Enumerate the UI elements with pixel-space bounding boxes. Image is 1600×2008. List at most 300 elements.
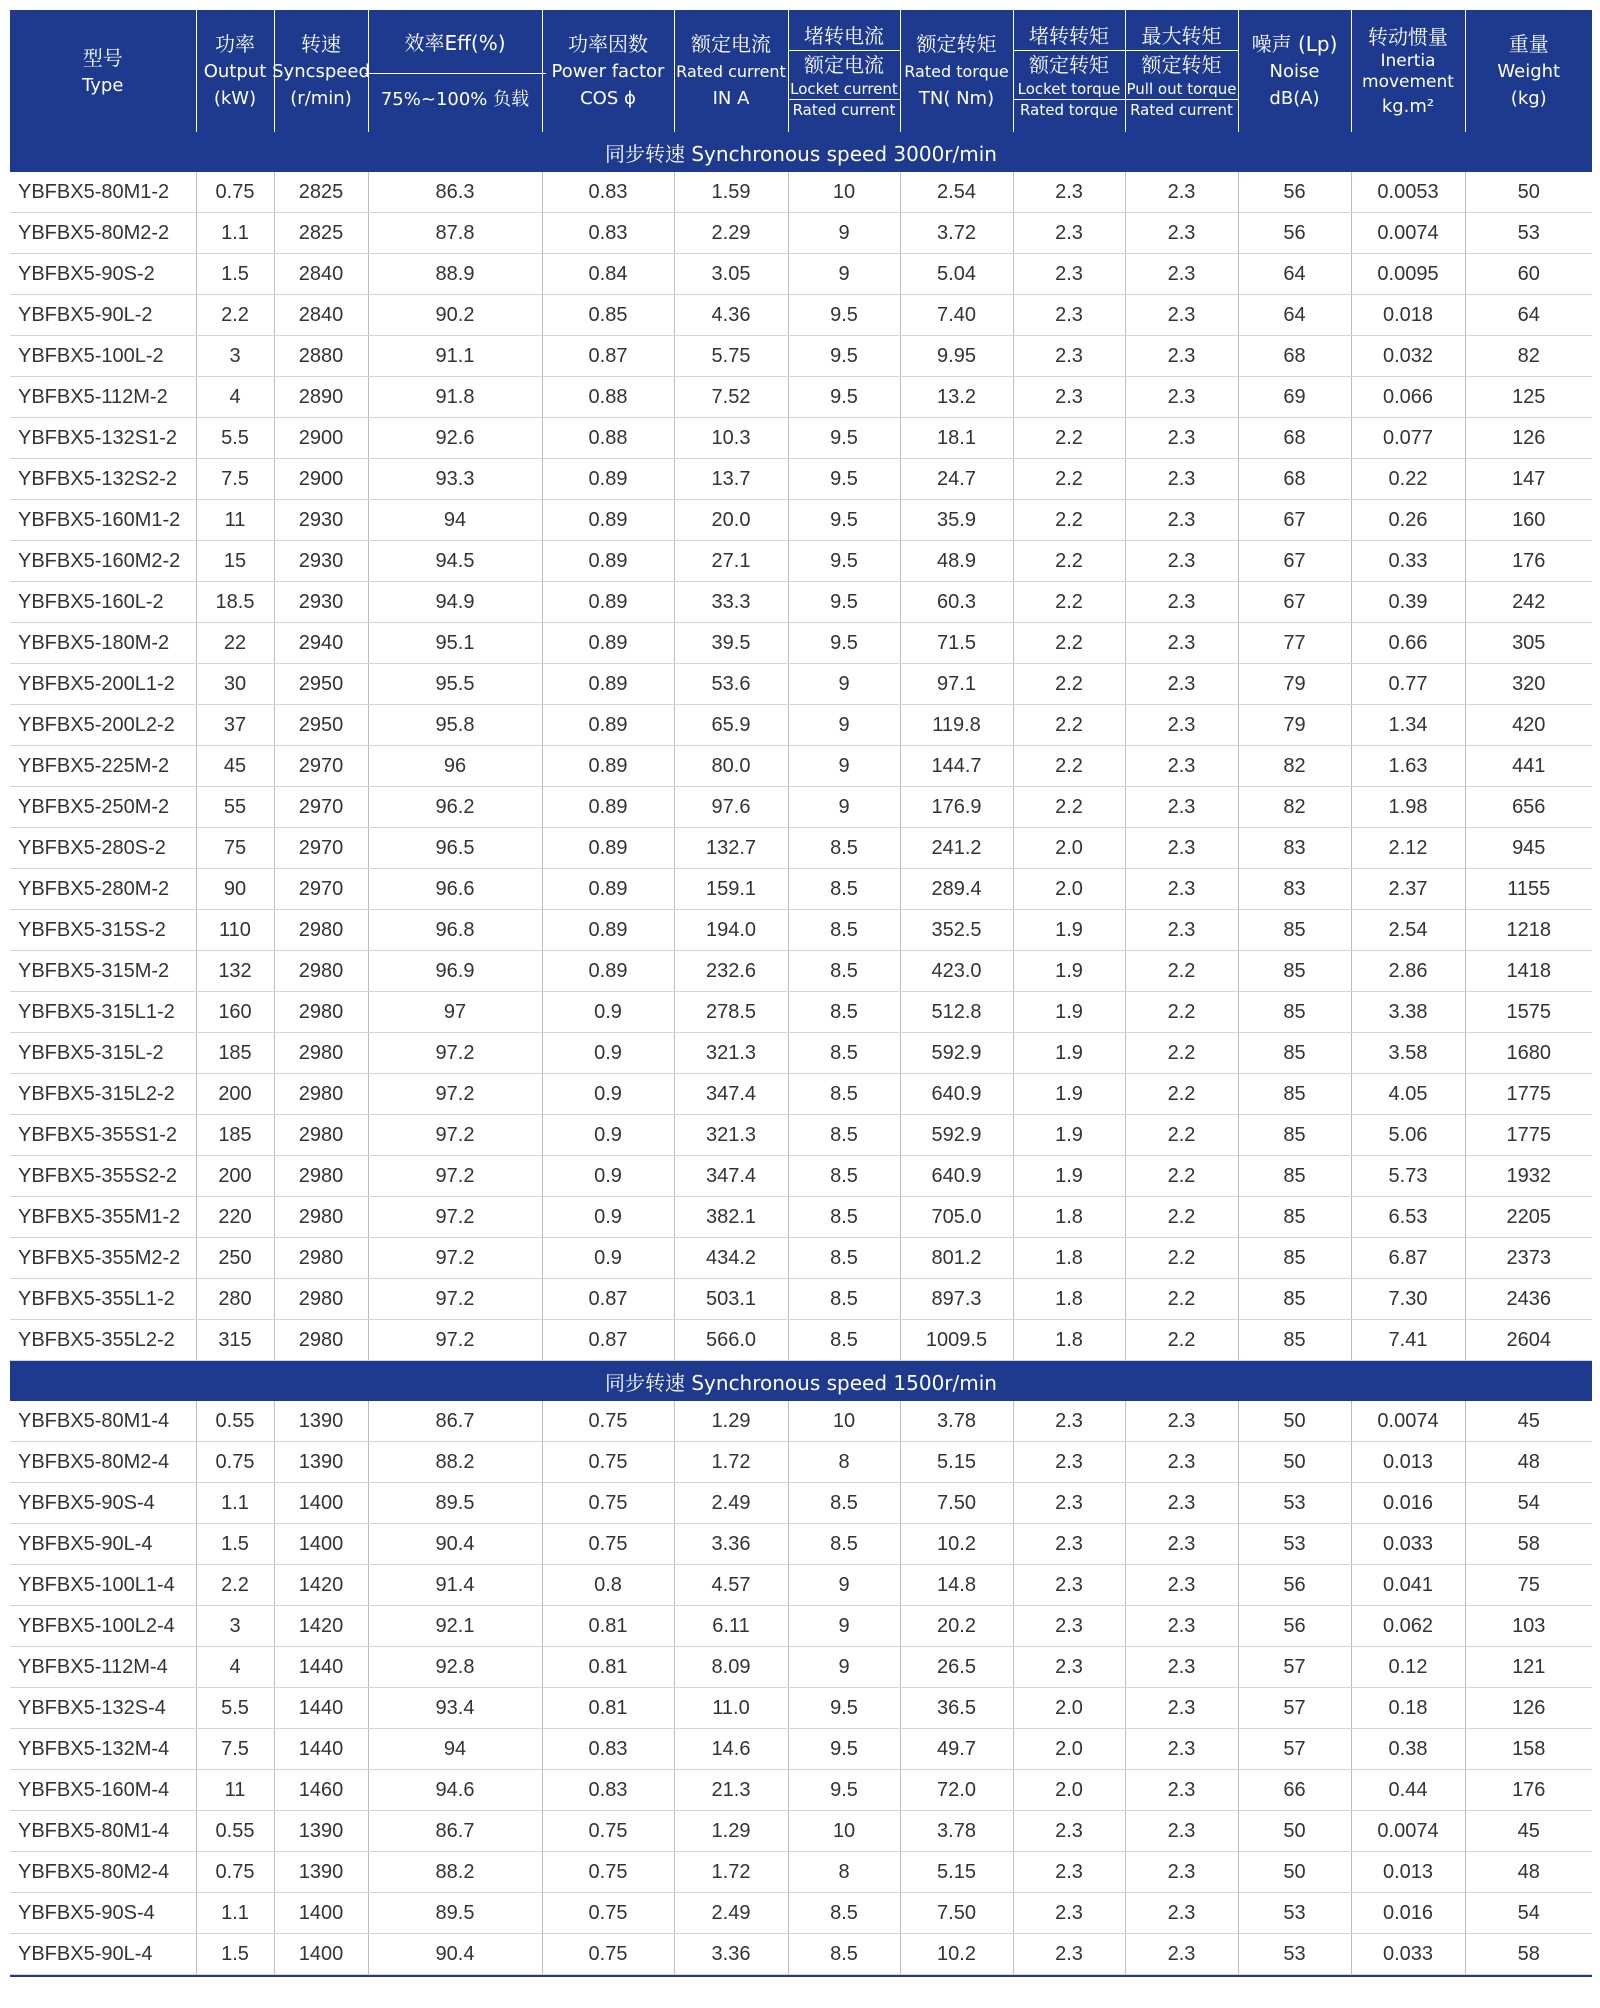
value-cell: 2.3: [1125, 418, 1238, 459]
table-row: [10, 541, 1592, 582]
value-cell: 1.59: [674, 172, 788, 213]
value-cell: 27.1: [674, 541, 788, 582]
value-cell: 4: [196, 377, 274, 418]
header-mt-zh2: 额定转矩: [1126, 50, 1238, 79]
value-cell: 85: [1238, 992, 1351, 1033]
value-cell: 53: [1465, 213, 1592, 254]
value-cell: 82: [1238, 746, 1351, 787]
value-cell: 10.2: [900, 1524, 1013, 1565]
header-torque-zh: 额定转矩: [916, 32, 997, 56]
value-cell: 0.75: [196, 1442, 274, 1483]
value-cell: 2.3: [1013, 1811, 1125, 1852]
value-cell: 50: [1465, 172, 1592, 213]
model-cell: YBFBX5-100L2-4: [10, 1606, 196, 1647]
value-cell: 2.2: [1013, 746, 1125, 787]
value-cell: 2.3: [1125, 1934, 1238, 1975]
value-cell: 241.2: [900, 828, 1013, 869]
value-cell: 0.81: [542, 1647, 674, 1688]
value-cell: 194.0: [674, 910, 788, 951]
value-cell: 2980: [274, 992, 368, 1033]
value-cell: 7.5: [196, 1729, 274, 1770]
value-cell: 3.72: [900, 213, 1013, 254]
value-cell: 79: [1238, 664, 1351, 705]
value-cell: 96: [368, 746, 542, 787]
value-cell: 83: [1238, 869, 1351, 910]
value-cell: 0.44: [1351, 1770, 1465, 1811]
value-cell: 49.7: [900, 1729, 1013, 1770]
model-cell: YBFBX5-100L-2: [10, 336, 196, 377]
value-cell: 1775: [1465, 1074, 1592, 1115]
value-cell: 0.033: [1351, 1934, 1465, 1975]
value-cell: 9.5: [788, 582, 900, 623]
model-cell: YBFBX5-160M2-2: [10, 541, 196, 582]
value-cell: 2840: [274, 295, 368, 336]
header-lc-zh1: 堵转电流: [804, 24, 884, 48]
header-eff-sub: 75%~100% 负载: [380, 89, 530, 110]
header-speed-unit: (r/min): [290, 88, 352, 109]
value-cell: 126: [1465, 1688, 1592, 1729]
value-cell: 0.75: [542, 1483, 674, 1524]
value-cell: 0.89: [542, 828, 674, 869]
value-cell: 320: [1465, 664, 1592, 705]
value-cell: 9: [788, 705, 900, 746]
value-cell: 0.75: [542, 1934, 674, 1975]
model-cell: YBFBX5-90S-4: [10, 1483, 196, 1524]
value-cell: 7.40: [900, 295, 1013, 336]
value-cell: 2980: [274, 910, 368, 951]
value-cell: 97.2: [368, 1074, 542, 1115]
value-cell: 2.3: [1125, 1606, 1238, 1647]
value-cell: 9.5: [788, 295, 900, 336]
value-cell: 2980: [274, 1115, 368, 1156]
motor-spec-table: [10, 10, 1592, 1975]
value-cell: 2.3: [1125, 500, 1238, 541]
table-row: [10, 1811, 1592, 1852]
table-row: [10, 1729, 1592, 1770]
value-cell: 50: [1238, 1852, 1351, 1893]
value-cell: 2.3: [1013, 1524, 1125, 1565]
table-row: [10, 172, 1592, 213]
header-lc-en1: Locket current: [790, 80, 898, 98]
value-cell: 1400: [274, 1893, 368, 1934]
value-cell: 85: [1238, 1033, 1351, 1074]
table-row: [10, 213, 1592, 254]
value-cell: 50: [1238, 1401, 1351, 1442]
value-cell: 0.22: [1351, 459, 1465, 500]
value-cell: 1.9: [1013, 1115, 1125, 1156]
table-body: [10, 132, 1592, 1975]
value-cell: 67: [1238, 500, 1351, 541]
value-cell: 90.2: [368, 295, 542, 336]
table-row: [10, 910, 1592, 951]
value-cell: 58: [1465, 1934, 1592, 1975]
value-cell: 92.6: [368, 418, 542, 459]
model-cell: YBFBX5-90L-4: [10, 1934, 196, 1975]
header-noise: [1238, 10, 1351, 132]
value-cell: 9.5: [788, 418, 900, 459]
value-cell: 11.0: [674, 1688, 788, 1729]
header-power-factor: [542, 10, 674, 132]
value-cell: 8.5: [788, 1934, 900, 1975]
value-cell: 8: [788, 1852, 900, 1893]
value-cell: 147: [1465, 459, 1592, 500]
value-cell: 9: [788, 254, 900, 295]
value-cell: 13.7: [674, 459, 788, 500]
value-cell: 95.8: [368, 705, 542, 746]
value-cell: 347.4: [674, 1156, 788, 1197]
value-cell: 1.29: [674, 1401, 788, 1442]
header-type-en: Type: [82, 74, 124, 96]
value-cell: 64: [1465, 295, 1592, 336]
value-cell: 1.98: [1351, 787, 1465, 828]
header-rated-current: [674, 10, 788, 132]
value-cell: 2970: [274, 869, 368, 910]
value-cell: 18.1: [900, 418, 1013, 459]
value-cell: 0.75: [542, 1442, 674, 1483]
value-cell: 7.52: [674, 377, 788, 418]
value-cell: 26.5: [900, 1647, 1013, 1688]
value-cell: 2.3: [1013, 377, 1125, 418]
model-cell: YBFBX5-355M2-2: [10, 1238, 196, 1279]
value-cell: 0.062: [1351, 1606, 1465, 1647]
value-cell: 1.34: [1351, 705, 1465, 746]
value-cell: 48: [1465, 1852, 1592, 1893]
model-cell: YBFBX5-225M-2: [10, 746, 196, 787]
value-cell: 2825: [274, 172, 368, 213]
header-inertia-en1: Inertia: [1380, 50, 1436, 71]
value-cell: 0.89: [542, 664, 674, 705]
value-cell: 2970: [274, 787, 368, 828]
table-header: [10, 10, 1592, 132]
value-cell: 2.3: [1013, 1401, 1125, 1442]
header-eff-zh: 效率Eff(%): [365, 29, 546, 74]
value-cell: 2.3: [1125, 336, 1238, 377]
header-lt-en1: Locket torque: [1014, 79, 1125, 100]
header-noise-unit: dB(A): [1269, 88, 1320, 109]
value-cell: 0.0074: [1351, 1811, 1465, 1852]
value-cell: 2900: [274, 418, 368, 459]
value-cell: 2.86: [1351, 951, 1465, 992]
value-cell: 0.0074: [1351, 213, 1465, 254]
value-cell: 2.3: [1125, 787, 1238, 828]
header-weight: [1465, 10, 1592, 132]
value-cell: 278.5: [674, 992, 788, 1033]
value-cell: 2.2: [1125, 951, 1238, 992]
value-cell: 1390: [274, 1401, 368, 1442]
header-output-zh: 功率: [215, 32, 255, 56]
value-cell: 5.5: [196, 1688, 274, 1729]
value-cell: 2.3: [1125, 1770, 1238, 1811]
value-cell: 45: [196, 746, 274, 787]
value-cell: 185: [196, 1033, 274, 1074]
value-cell: 0.75: [196, 1852, 274, 1893]
value-cell: 96.5: [368, 828, 542, 869]
header-lc-zh2: 额定电流: [789, 50, 900, 79]
section-title: 同步转速 Synchronous speed 1500r/min: [10, 1361, 1592, 1402]
value-cell: 0.89: [542, 746, 674, 787]
value-cell: 7.5: [196, 459, 274, 500]
value-cell: 75: [1465, 1565, 1592, 1606]
value-cell: 2.2: [1013, 541, 1125, 582]
value-cell: 2930: [274, 500, 368, 541]
header-inertia: [1351, 10, 1465, 132]
value-cell: 56: [1238, 1565, 1351, 1606]
value-cell: 30: [196, 664, 274, 705]
model-cell: YBFBX5-100L1-4: [10, 1565, 196, 1606]
value-cell: 53: [1238, 1483, 1351, 1524]
model-cell: YBFBX5-280M-2: [10, 869, 196, 910]
value-cell: 1.9: [1013, 1033, 1125, 1074]
value-cell: 1.29: [674, 1811, 788, 1852]
value-cell: 592.9: [900, 1115, 1013, 1156]
value-cell: 2.3: [1013, 1483, 1125, 1524]
value-cell: 2930: [274, 541, 368, 582]
value-cell: 0.12: [1351, 1647, 1465, 1688]
header-lc-en2: Rated current: [792, 101, 896, 119]
value-cell: 97.2: [368, 1197, 542, 1238]
value-cell: 9.5: [788, 1770, 900, 1811]
value-cell: 24.7: [900, 459, 1013, 500]
value-cell: 2.2: [1125, 1033, 1238, 1074]
value-cell: 0.75: [542, 1852, 674, 1893]
value-cell: 7.30: [1351, 1279, 1465, 1320]
value-cell: 89.5: [368, 1483, 542, 1524]
value-cell: 67: [1238, 582, 1351, 623]
value-cell: 0.9: [542, 1197, 674, 1238]
value-cell: 7.41: [1351, 1320, 1465, 1361]
model-cell: YBFBX5-90L-2: [10, 295, 196, 336]
value-cell: 95.1: [368, 623, 542, 664]
value-cell: 10: [788, 1811, 900, 1852]
value-cell: 2.3: [1013, 213, 1125, 254]
value-cell: 1.8: [1013, 1197, 1125, 1238]
header-locked-current: [788, 10, 900, 132]
value-cell: 1420: [274, 1606, 368, 1647]
table-row: [10, 1279, 1592, 1320]
value-cell: 2.3: [1125, 1401, 1238, 1442]
value-cell: 35.9: [900, 500, 1013, 541]
value-cell: 10.2: [900, 1934, 1013, 1975]
value-cell: 1.8: [1013, 1320, 1125, 1361]
model-cell: YBFBX5-90S-2: [10, 254, 196, 295]
value-cell: 2.2: [1125, 1320, 1238, 1361]
header-current-sub: IN A: [712, 88, 750, 109]
value-cell: 2.0: [1013, 869, 1125, 910]
value-cell: 159.1: [674, 869, 788, 910]
value-cell: 4.05: [1351, 1074, 1465, 1115]
value-cell: 93.4: [368, 1688, 542, 1729]
value-cell: 420: [1465, 705, 1592, 746]
value-cell: 97.6: [674, 787, 788, 828]
value-cell: 512.8: [900, 992, 1013, 1033]
value-cell: 0.87: [542, 1279, 674, 1320]
value-cell: 2.2: [1013, 787, 1125, 828]
table-row: [10, 746, 1592, 787]
table-row: [10, 623, 1592, 664]
model-cell: YBFBX5-80M2-2: [10, 213, 196, 254]
value-cell: 9.5: [788, 623, 900, 664]
value-cell: 72.0: [900, 1770, 1013, 1811]
value-cell: 77: [1238, 623, 1351, 664]
value-cell: 2.3: [1125, 746, 1238, 787]
value-cell: 0.75: [542, 1893, 674, 1934]
value-cell: 8.5: [788, 1156, 900, 1197]
model-cell: YBFBX5-355M1-2: [10, 1197, 196, 1238]
value-cell: 65.9: [674, 705, 788, 746]
value-cell: 5.04: [900, 254, 1013, 295]
value-cell: 2.3: [1125, 1524, 1238, 1565]
value-cell: 2.3: [1125, 582, 1238, 623]
header-efficiency: [368, 10, 542, 132]
value-cell: 0.9: [542, 1033, 674, 1074]
model-cell: YBFBX5-112M-2: [10, 377, 196, 418]
value-cell: 2.2: [1125, 1115, 1238, 1156]
header-noise-zh: 噪声 (Lp): [1251, 32, 1338, 56]
table-row: [10, 1033, 1592, 1074]
value-cell: 125: [1465, 377, 1592, 418]
value-cell: 2.3: [1013, 1647, 1125, 1688]
model-cell: YBFBX5-80M2-4: [10, 1852, 196, 1893]
value-cell: 1440: [274, 1729, 368, 1770]
value-cell: 1218: [1465, 910, 1592, 951]
header-speed-zh: 转速: [301, 32, 341, 56]
model-cell: YBFBX5-160M-4: [10, 1770, 196, 1811]
header-max-torque: [1125, 10, 1238, 132]
value-cell: 94: [368, 500, 542, 541]
value-cell: 0.018: [1351, 295, 1465, 336]
value-cell: 55: [196, 787, 274, 828]
value-cell: 2.3: [1013, 1606, 1125, 1647]
value-cell: 2930: [274, 582, 368, 623]
model-cell: YBFBX5-180M-2: [10, 623, 196, 664]
value-cell: 2.3: [1125, 869, 1238, 910]
header-speed-en: Syncspeed: [272, 61, 370, 82]
model-cell: YBFBX5-80M1-4: [10, 1401, 196, 1442]
value-cell: 57: [1238, 1688, 1351, 1729]
table-row: [10, 1893, 1592, 1934]
value-cell: 2890: [274, 377, 368, 418]
value-cell: 8.5: [788, 1483, 900, 1524]
value-cell: 9.5: [788, 500, 900, 541]
header-inertia-zh: 转动惯量: [1368, 24, 1448, 49]
value-cell: 897.3: [900, 1279, 1013, 1320]
value-cell: 57: [1238, 1729, 1351, 1770]
value-cell: 2.3: [1013, 336, 1125, 377]
header-mt-zh1: 最大转矩: [1141, 24, 1222, 48]
header-inertia-en2: movement: [1362, 71, 1454, 92]
value-cell: 0.83: [542, 1729, 674, 1770]
value-cell: 2980: [274, 951, 368, 992]
value-cell: 503.1: [674, 1279, 788, 1320]
table-row: [10, 1524, 1592, 1565]
value-cell: 1400: [274, 1524, 368, 1565]
value-cell: 2950: [274, 705, 368, 746]
model-cell: YBFBX5-250M-2: [10, 787, 196, 828]
value-cell: 5.5: [196, 418, 274, 459]
value-cell: 8.5: [788, 1320, 900, 1361]
value-cell: 1.8: [1013, 1279, 1125, 1320]
header-output-en: Output: [203, 61, 267, 82]
value-cell: 0.89: [542, 951, 674, 992]
table-row: [10, 1401, 1592, 1442]
section-header-row: [10, 132, 1592, 172]
value-cell: 2604: [1465, 1320, 1592, 1361]
value-cell: 0.013: [1351, 1442, 1465, 1483]
value-cell: 2.3: [1125, 664, 1238, 705]
model-cell: YBFBX5-355L2-2: [10, 1320, 196, 1361]
value-cell: 280: [196, 1279, 274, 1320]
value-cell: 0.66: [1351, 623, 1465, 664]
section-title: 同步转速 Synchronous speed 3000r/min: [10, 132, 1592, 172]
value-cell: 2980: [274, 1279, 368, 1320]
table-row: [10, 1156, 1592, 1197]
value-cell: 0.75: [542, 1401, 674, 1442]
value-cell: 96.2: [368, 787, 542, 828]
value-cell: 0.9: [542, 1238, 674, 1279]
value-cell: 8.09: [674, 1647, 788, 1688]
value-cell: 2.2: [1125, 1238, 1238, 1279]
value-cell: 85: [1238, 1238, 1351, 1279]
value-cell: 71.5: [900, 623, 1013, 664]
value-cell: 3.36: [674, 1934, 788, 1975]
value-cell: 0.83: [542, 213, 674, 254]
value-cell: 68: [1238, 418, 1351, 459]
value-cell: 85: [1238, 1320, 1351, 1361]
value-cell: 0.89: [542, 705, 674, 746]
value-cell: 289.4: [900, 869, 1013, 910]
value-cell: 2970: [274, 746, 368, 787]
value-cell: 2.3: [1125, 1729, 1238, 1770]
value-cell: 83: [1238, 828, 1351, 869]
value-cell: 97.2: [368, 1238, 542, 1279]
value-cell: 2.2: [1125, 1156, 1238, 1197]
header-current-en: Rated current: [676, 62, 786, 81]
value-cell: 1680: [1465, 1033, 1592, 1074]
value-cell: 56: [1238, 172, 1351, 213]
value-cell: 2980: [274, 1320, 368, 1361]
value-cell: 2.2: [196, 295, 274, 336]
value-cell: 640.9: [900, 1156, 1013, 1197]
table-row: [10, 377, 1592, 418]
value-cell: 37: [196, 705, 274, 746]
value-cell: 3.36: [674, 1524, 788, 1565]
value-cell: 2.12: [1351, 828, 1465, 869]
value-cell: 82: [1238, 787, 1351, 828]
value-cell: 2.3: [1013, 1565, 1125, 1606]
table-row: [10, 1770, 1592, 1811]
value-cell: 0.88: [542, 418, 674, 459]
value-cell: 2980: [274, 1197, 368, 1238]
value-cell: 2.2: [1125, 1197, 1238, 1238]
value-cell: 250: [196, 1238, 274, 1279]
value-cell: 66: [1238, 1770, 1351, 1811]
value-cell: 2.2: [196, 1565, 274, 1606]
value-cell: 592.9: [900, 1033, 1013, 1074]
header-type-zh: 型号: [82, 45, 123, 70]
model-cell: YBFBX5-112M-4: [10, 1647, 196, 1688]
value-cell: 69: [1238, 377, 1351, 418]
value-cell: 1.9: [1013, 1156, 1125, 1197]
value-cell: 1.63: [1351, 746, 1465, 787]
table-row: [10, 1852, 1592, 1893]
value-cell: 0.75: [542, 1524, 674, 1565]
value-cell: 94: [368, 1729, 542, 1770]
value-cell: 20.2: [900, 1606, 1013, 1647]
value-cell: 93.3: [368, 459, 542, 500]
value-cell: 0.016: [1351, 1483, 1465, 1524]
value-cell: 2.3: [1013, 295, 1125, 336]
value-cell: 2.3: [1125, 828, 1238, 869]
